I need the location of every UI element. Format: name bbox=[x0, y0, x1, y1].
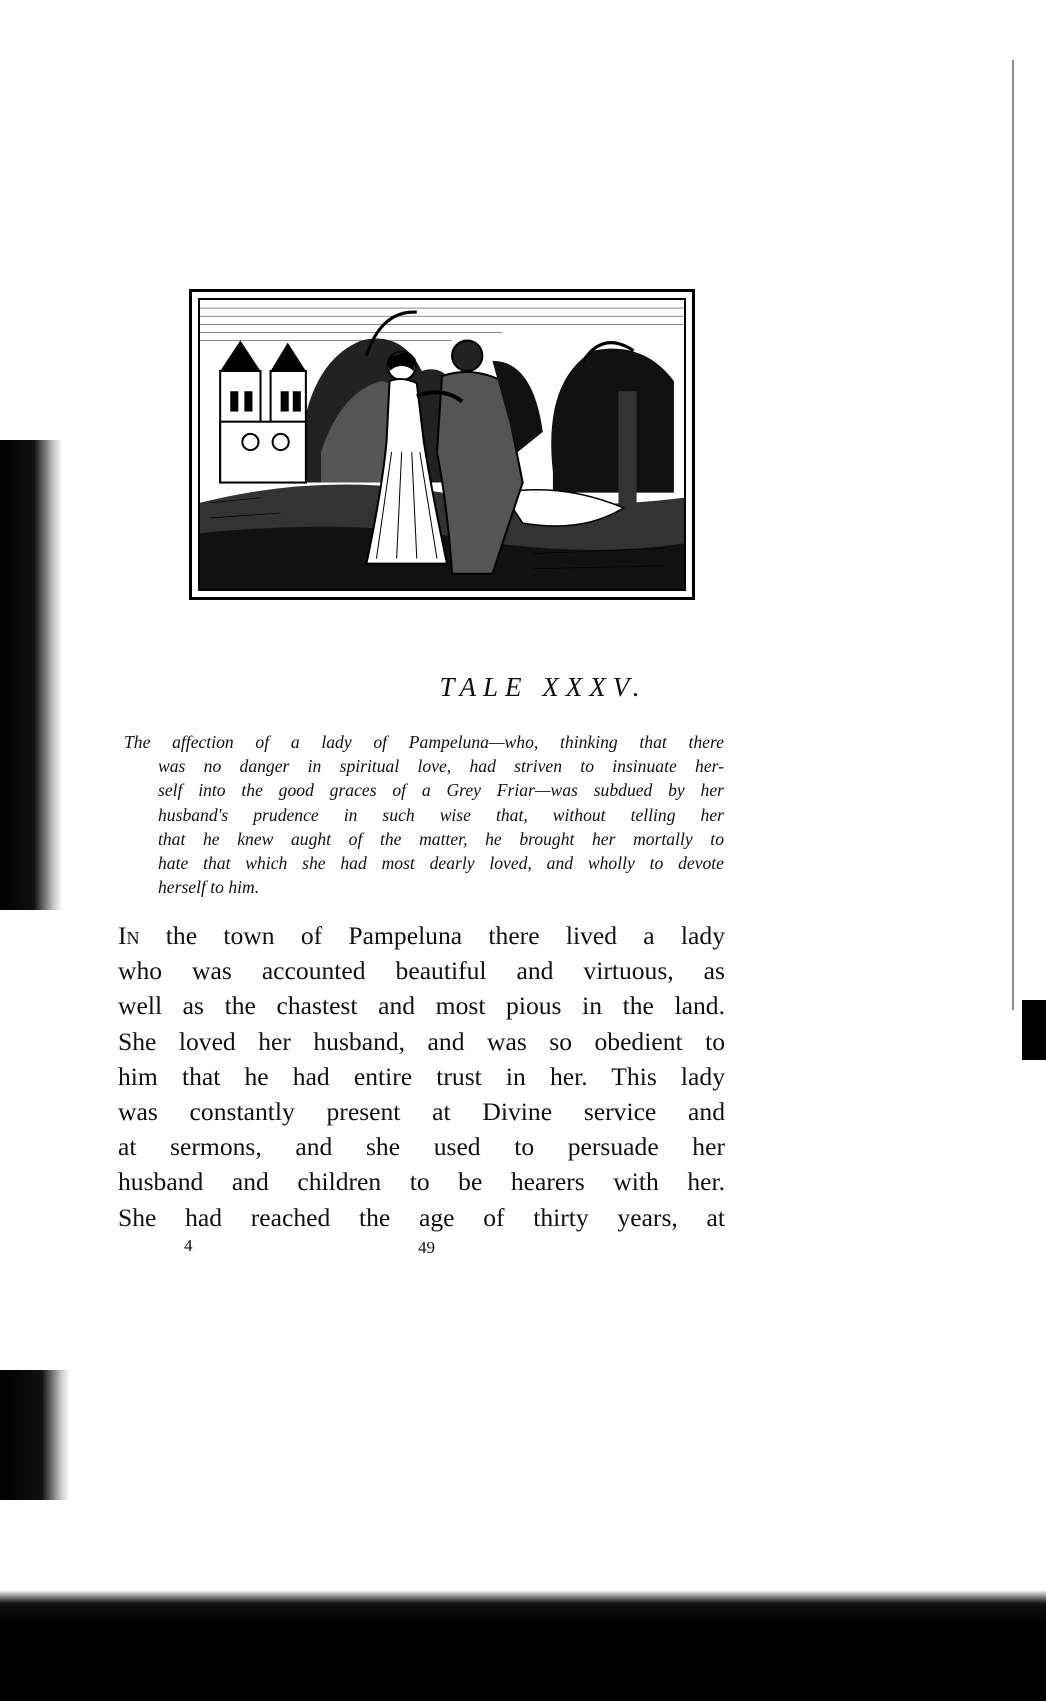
argument-line: husband's prudence in such wise that, without telling her bbox=[158, 804, 724, 825]
engraving-frame bbox=[198, 298, 686, 591]
argument-line: The affection of a lady of Pampeluna—who, thinking that there bbox=[124, 732, 724, 752]
scan-edge-shadow-bottom bbox=[0, 1590, 1046, 1701]
argument-line: hate that which she had most dearly loved, and wholly to devote bbox=[158, 853, 724, 874]
tale-heading: TALE XXXV. bbox=[439, 672, 647, 702]
argument-line: herself to him. bbox=[158, 877, 260, 898]
tale-argument bbox=[124, 730, 724, 899]
argument-line: was no danger in spiritual love, had striven to insinuate her- bbox=[158, 756, 724, 777]
body-line: She had reached the age of thirty years, at bbox=[118, 1202, 725, 1232]
argument-line: that he knew aught of the matter, he brought her mortally to bbox=[158, 828, 724, 849]
scan-edge-line-right bbox=[1012, 60, 1014, 1010]
body-line-first bbox=[118, 918, 725, 953]
scan-edge-mark-right bbox=[1022, 1000, 1046, 1060]
body-line: who was accounted beautiful and virtuous, as bbox=[118, 956, 725, 986]
body-line-first-rest: the town of Pampeluna there lived a lady bbox=[139, 921, 725, 950]
scan-edge-shadow-left-lower bbox=[0, 1370, 70, 1500]
body-line: at sermons, and she used to persuade her bbox=[118, 1132, 725, 1162]
engraving-picture bbox=[200, 300, 684, 589]
drop-initial: In bbox=[118, 921, 140, 950]
argument-line: self into the good graces of a Grey Friar—was subdued by her bbox=[158, 780, 724, 801]
signature-mark: 4 bbox=[184, 1236, 193, 1255]
body-line: him that he had entire trust in her. This lady bbox=[118, 1061, 725, 1091]
tale-body bbox=[118, 918, 725, 1235]
body-line: well as the chastest and most pious in the land. bbox=[118, 991, 725, 1021]
body-line: was constantly present at Divine service and bbox=[118, 1097, 725, 1127]
body-line: husband and children to be hearers with her. bbox=[118, 1167, 725, 1197]
engraving-illustration bbox=[189, 289, 695, 600]
page-number: 49 bbox=[418, 1238, 435, 1257]
body-line: She loved her husband, and was so obedient to bbox=[118, 1026, 725, 1056]
